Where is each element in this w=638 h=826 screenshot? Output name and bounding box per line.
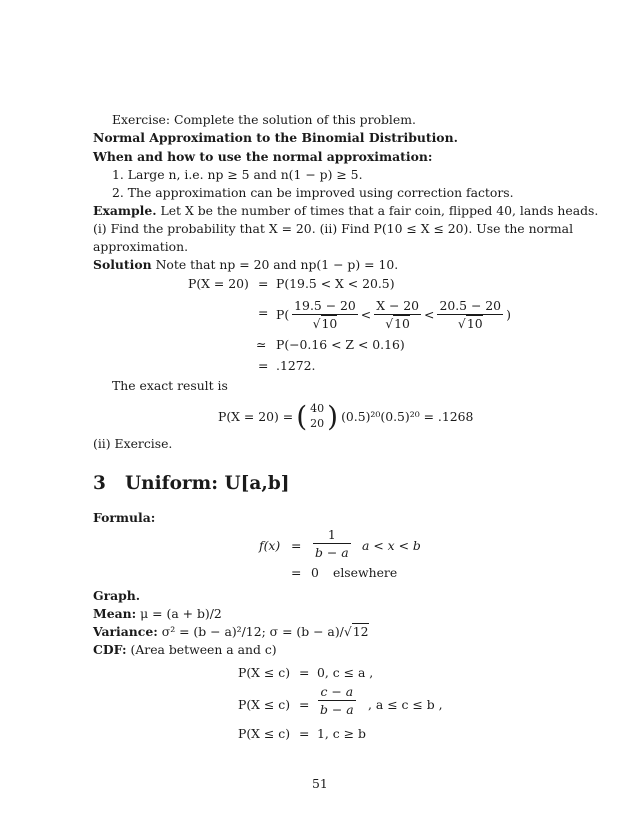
binom-close-paren: ) xyxy=(327,399,339,433)
fraction-1-denominator xyxy=(292,315,358,331)
fraction-1-numerator: 19.5 − 20 xyxy=(294,297,356,313)
example-text-1: Let X be the number of times that a fair coin, flipped 40, lands heads. xyxy=(160,203,599,218)
sqrt-icon: √ xyxy=(343,624,352,639)
binom-open-paren: ( xyxy=(296,399,308,433)
fx-numerator: 1 xyxy=(313,527,351,544)
heading-normal-approx: Normal Approximation to the Binomial Distribution. xyxy=(93,130,458,145)
variance-line xyxy=(93,624,369,640)
binom-bottom: 20 xyxy=(310,417,325,430)
cdf2-frac xyxy=(318,684,356,717)
cdf1-equals: = xyxy=(299,665,310,680)
lt-1: < xyxy=(360,306,372,322)
fx-elsewhere: elsewhere xyxy=(333,565,398,580)
example-line-1 xyxy=(93,203,598,219)
variance-label: Variance: xyxy=(93,624,158,639)
cdf2-denominator: b − a xyxy=(320,702,354,717)
binom-top: 40 xyxy=(310,402,325,415)
sqrt-icon: √ xyxy=(457,315,466,331)
cdf3-rhs: 1, c ≥ b xyxy=(317,726,366,741)
formula-label: Formula: xyxy=(93,510,156,525)
cdf3-equals: = xyxy=(299,726,310,741)
sqrt-icon: √ xyxy=(385,315,394,331)
fraction-3-numerator: 20.5 − 20 xyxy=(439,297,502,313)
page-number: 51 xyxy=(312,776,328,791)
fraction-2-denominator xyxy=(374,315,421,331)
fraction-3 xyxy=(437,298,503,331)
ii-exercise: (ii) Exercise. xyxy=(93,436,173,451)
variance-sqrt: 12 xyxy=(352,624,369,639)
cdf1-rhs: 0, c ≤ a , xyxy=(317,665,374,680)
eq4-equals: = xyxy=(258,358,269,373)
cdf-label: CDF: xyxy=(93,642,127,657)
mean-label: Mean: xyxy=(93,606,137,621)
eq2-equals: = xyxy=(258,305,269,320)
fx-equals: = xyxy=(291,538,302,553)
fraction-3-denominator xyxy=(437,315,503,331)
fraction-2-numerator: X − 20 xyxy=(376,297,420,313)
binomial-coefficient xyxy=(310,401,324,431)
example-label: Example. xyxy=(93,203,157,218)
eq3-approx: ≃ xyxy=(256,337,267,352)
cdf2-equals: = xyxy=(299,697,310,712)
eq3-rhs: P(−0.16 < Z < 0.16) xyxy=(276,337,405,352)
eq1-rhs: P(19.5 < X < 20.5) xyxy=(276,276,395,291)
fx-lhs: f(x) xyxy=(259,538,281,553)
fx-fraction xyxy=(313,527,351,560)
fx-frac xyxy=(313,527,351,560)
fx-condition: a < x < b xyxy=(362,538,421,553)
exact-result-line: The exact result is xyxy=(112,378,228,393)
variance-text: σ² = (b − a)²/12; σ = (b − a)/ xyxy=(161,624,344,639)
exercise-line: Exercise: Complete the solution of this problem. xyxy=(112,112,416,127)
solution-label: Solution xyxy=(93,257,152,272)
sqrt-icon: √ xyxy=(312,315,321,331)
fx-zero: 0 xyxy=(311,565,319,580)
cdf-text: (Area between a and c) xyxy=(130,642,277,657)
solution-text: Note that np = 20 and np(1 − p) = 10. xyxy=(155,257,399,272)
lt-2: < xyxy=(424,306,435,322)
eq2-P: P( xyxy=(276,306,290,322)
example-line-3: approximation. xyxy=(93,239,189,254)
mean-text: μ = (a + b)/2 xyxy=(140,606,222,621)
cdf2-fraction xyxy=(318,684,356,717)
fx-denominator: b − a xyxy=(315,545,349,560)
list-item-2: 2. The approximation can be improved using correction factors. xyxy=(112,185,514,200)
fraction-2 xyxy=(374,298,421,331)
fx-equals-2: = xyxy=(291,565,302,580)
list-item-1: 1. Large n, i.e. np ≥ 5 and n(1 − p) ≥ 5. xyxy=(112,167,363,182)
cdf1-lhs: P(X ≤ c) xyxy=(238,665,291,680)
graph-label: Graph. xyxy=(93,588,141,603)
exact-rhs: (0.5)²⁰(0.5)²⁰ = .1268 xyxy=(341,408,474,424)
sqrt-value: 10 xyxy=(321,315,338,331)
section-number: 3 xyxy=(93,473,106,494)
heading-when-how: When and how to use the normal approximation: xyxy=(93,149,433,164)
section-title: Uniform: U[a,b] xyxy=(125,473,290,494)
solution-line xyxy=(93,257,398,273)
sqrt-value: 10 xyxy=(394,315,410,331)
cdf2-numerator: c − a xyxy=(318,684,356,701)
eq2-close: ) xyxy=(506,306,511,322)
eq4-rhs: .1272. xyxy=(276,358,316,373)
example-line-2: (i) Find the probability that X = 20. (ii) Find P(10 ≤ X ≤ 20). Use the normal xyxy=(93,221,574,236)
cdf-line xyxy=(93,642,277,658)
eq2-rhs xyxy=(276,296,511,332)
cdf2-condition: , a ≤ c ≤ b , xyxy=(368,697,443,712)
exact-lhs: P(X = 20) = xyxy=(218,408,294,424)
sqrt-value: 10 xyxy=(466,315,483,331)
cdf2-lhs: P(X ≤ c) xyxy=(238,697,291,712)
cdf3-lhs: P(X ≤ c) xyxy=(238,726,291,741)
exact-equation xyxy=(218,395,473,437)
eq1-lhs: P(X = 20) xyxy=(188,276,249,291)
eq1-equals: = xyxy=(258,276,269,291)
fraction-1 xyxy=(292,298,358,331)
mean-line xyxy=(93,606,222,622)
